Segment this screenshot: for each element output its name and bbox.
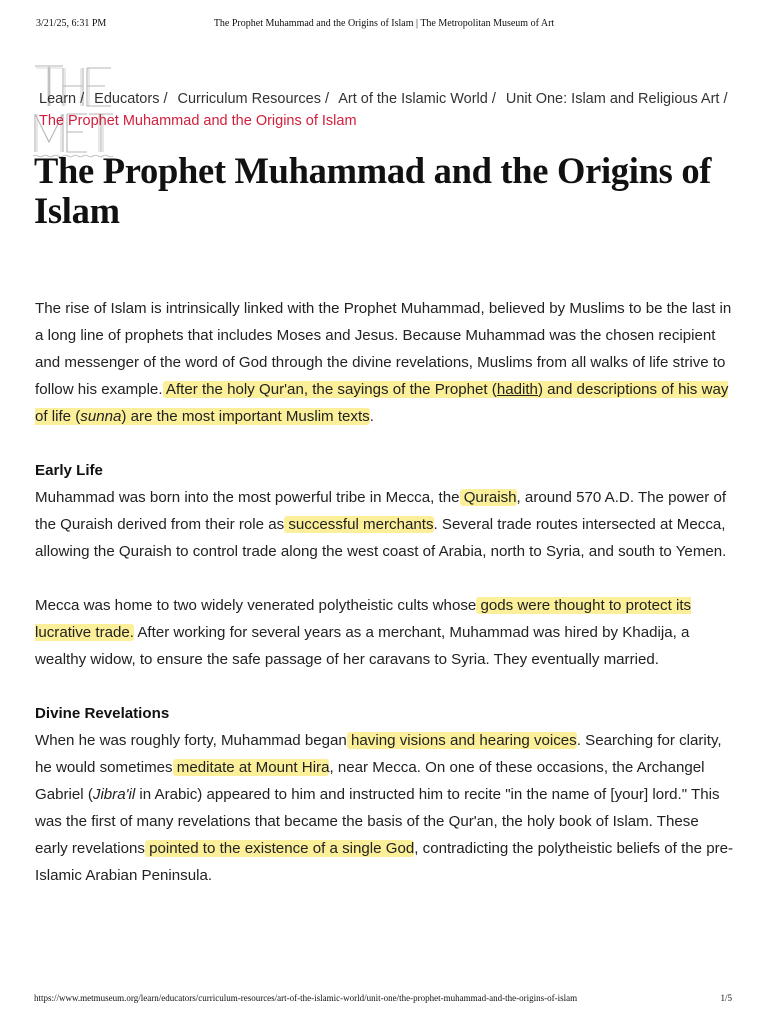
body-text: in Arabic) appeared to him and instructed him to recite "in the name of [your] lord." This was the first of many revelations that became the basis of the Qur'an, the holy book of Islam. These early revelations: [35, 786, 720, 857]
body-text: When he was roughly forty, Muhammad began: [35, 732, 347, 749]
print-url: https://www.metmuseum.org/learn/educators/curriculum-resources/art-of-the-islamic-world/unit-one/the-prophet-muhammad-and-the-origins-of-islam: [34, 993, 578, 1003]
divine-revelations-paragraph: [35, 727, 735, 889]
highlight-text: ) are the most important Muslim texts: [121, 408, 370, 425]
intro-text: .: [369, 408, 374, 425]
body-text: . Searching for clarity, he would sometimes: [35, 732, 722, 776]
body-text: , contradicting the polytheistic beliefs of the pre-Islamic Arabian Peninsula.: [35, 840, 734, 884]
print-page-title: The Prophet Muhammad and the Origins of Islam | The Metropolitan Museum of Art: [213, 18, 555, 29]
breadcrumb-current: The Prophet Muhammad and the Origins of Islam: [39, 113, 357, 129]
breadcrumb-art-of-the-islamic-world[interactable]: Art of the Islamic World: [338, 91, 488, 107]
highlight: pointed to the existence of a single God: [144, 840, 415, 857]
body-text: Muhammad was born into the most powerful tribe in Mecca, the: [35, 489, 460, 506]
early-life-paragraph-2: [35, 592, 735, 673]
heading-divine-revelations: Divine Revelations: [35, 705, 170, 722]
highlight-text: After the holy Qur'an, the sayings of the Prophet (: [162, 381, 497, 398]
body-text: Mecca was home to two widely venerated polytheistic cults whose: [35, 597, 477, 614]
highlight: having visions and hearing voices: [346, 732, 577, 749]
body-text: . Several trade routes intersected at Mecca, allowing the Quraish to control trade along the west coast of Arabia, north to Syria, and south to Yemen.: [35, 516, 727, 560]
hadith-link[interactable]: hadith: [496, 381, 538, 398]
page-number: 1/5: [720, 993, 732, 1003]
breadcrumb-educators[interactable]: Educators: [94, 91, 160, 107]
page-title: The Prophet Muhammad and the Origins of Islam: [34, 150, 712, 231]
breadcrumb-separator: /: [491, 91, 496, 107]
body-text: , near Mecca. On one of these occasions, the Archangel Gabriel (: [35, 759, 705, 803]
breadcrumb: [39, 88, 739, 132]
highlight: Quraish: [459, 489, 517, 506]
intro-text: The rise of Islam is intrinsically linked with the Prophet Muhammad, believed by Muslims to be the last in a long line of prophets that includes Moses and Jesus. Because Muhammad was the chosen recipient and messenger of the word of God through the divine revelations, Muslims from all walks of life strive to follow his example.: [35, 300, 732, 398]
sunna-term: sunna: [80, 408, 122, 425]
highlight: gods were thought to protect its lucrative trade.: [35, 597, 692, 641]
breadcrumb-separator: /: [324, 91, 329, 107]
breadcrumb-separator: /: [723, 91, 728, 107]
highlight-text: ) and descriptions of his way of life (: [35, 381, 729, 425]
breadcrumb-unit-one[interactable]: Unit One: Islam and Religious Art: [505, 91, 720, 107]
jibrail-term: Jibra'il: [92, 786, 136, 803]
highlight: successful merchants: [284, 516, 434, 533]
breadcrumb-curriculum-resources[interactable]: Curriculum Resources: [177, 91, 321, 107]
breadcrumb-separator: /: [80, 91, 85, 107]
heading-early-life: Early Life: [35, 462, 103, 479]
print-date: 3/21/25, 6:31 PM: [36, 18, 107, 29]
highlight: meditate at Mount Hira: [172, 759, 330, 776]
early-life-paragraph-1: [35, 484, 735, 565]
intro-paragraph: [35, 295, 735, 430]
print-header: [36, 18, 732, 32]
body-text: , around 570 A.D. The power of the Quraish derived from their role as: [35, 489, 727, 533]
article-body: [35, 295, 735, 889]
breadcrumb-separator: /: [163, 91, 168, 107]
breadcrumb-learn[interactable]: Learn: [39, 91, 77, 107]
body-text: After working for several years as a merchant, Muhammad was hired by Khadija, a wealthy widow, to ensure the safe passage of her caravans to Syria. They eventually married.: [35, 624, 690, 668]
print-footer: [34, 993, 732, 1007]
